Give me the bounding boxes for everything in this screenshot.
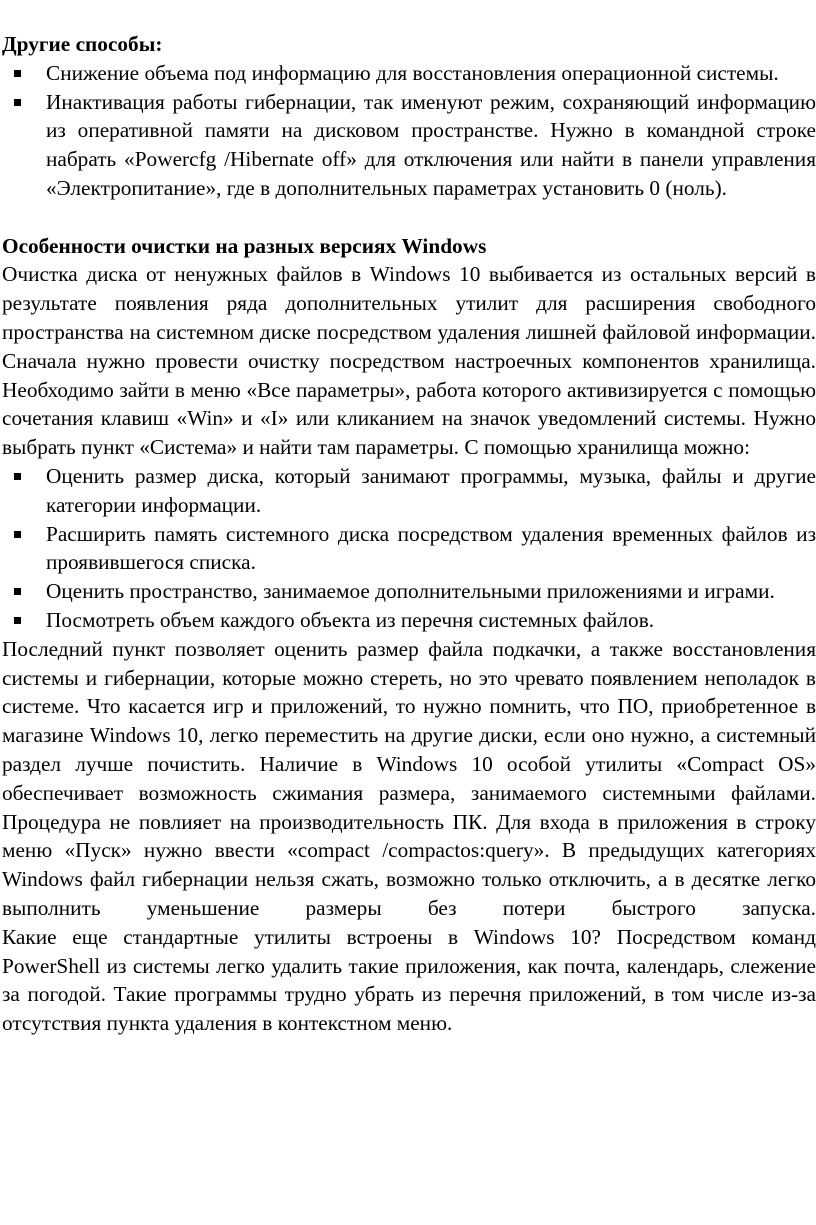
other-methods-list xyxy=(0,59,816,203)
bullet-square-icon xyxy=(14,70,21,77)
intro-paragraph: Очистка диска от ненужных файлов в Windows 10 выбивается из остальных версий в результате появления ряда дополнительных утилит для расширения свободного пространства на системном диске посредством удаления лишней файловой информации. Сначала нужно провести очистку посредством настроечных компонентов хранилища. Необходимо зайти в меню «Все параметры», работа которого активизируется с помощью сочетания клавиш «Win» и «I» или кликанием на значок уведомлений системы. Нужно выбрать пункт «Система» и найти там параметры. С помощью хранилища можно: xyxy=(2,262,816,460)
list-item-text: Оценить пространство, занимаемое дополнительными приложениями и играми. xyxy=(46,579,775,604)
section-heading-other-methods: Другие способы: xyxy=(2,32,163,56)
powershell-paragraph: Какие еще стандартные утилиты встроены в Windows 10? Посредством команд PowerShell из системы легко удалить такие приложения, как почта, календарь, слежение за погодой. Такие программы трудно убрать из перечня приложений, в том числе из-за отсутствия пункта удаления в контекстном меню. xyxy=(2,924,816,1036)
list-item xyxy=(0,462,816,520)
list-item xyxy=(0,59,816,88)
list-item-text: Инактивация работы гибернации, так именуют режим, сохраняющий информацию из оперативной памяти на дисковом пространстве. Нужно в командной строке набрать «Powercfg /Hibernate off» для отключения или найти в панели управления «Электропитание», где в дополнительных параметрах установить 0 (ноль). xyxy=(46,89,816,200)
list-item-text: Посмотреть объем каждого объекта из перечня системных файлов. xyxy=(46,607,655,632)
bullet-square-icon xyxy=(14,99,21,106)
list-item-text: Расширить память системного диска посредством удаления временных файлов из проявившегося списка. xyxy=(46,521,816,575)
list-item-text: Снижение объема под информацию для восстановления операционной системы. xyxy=(46,60,779,85)
bullet-square-icon xyxy=(14,617,21,624)
section-heading-windows-versions: Особенности очистки на разных версиях Windows xyxy=(2,233,487,258)
bullet-square-icon xyxy=(14,473,21,480)
document-page xyxy=(0,30,816,1038)
list-item-text: Оценить размер диска, который занимают программы, музыка, файлы и другие категории информации. xyxy=(46,463,816,517)
bullet-square-icon xyxy=(14,531,21,538)
storage-options-list xyxy=(0,462,816,635)
blank-line xyxy=(0,203,816,232)
list-item xyxy=(0,520,816,578)
list-item xyxy=(0,88,816,203)
list-item xyxy=(0,577,816,606)
bullet-square-icon xyxy=(14,588,21,595)
compact-os-paragraph: Последний пункт позволяет оценить размер файла подкачки, а также восстановления системы и гибернации, которые можно стереть, но это чревато появлением неполадок в системе. Что касается игр и приложений, то нужно помнить, что ПО, приобретенное в магазине Windows 10, легко переместить на другие диски, если оно нужно, а системный раздел лучше почистить. Наличие в Windows 10 особой утилиты «Compact OS» обеспечивает возможность сжимания размера, занимаемого системными файлами. Процедура не повлияет на производительность ПК. Для входа в приложения в строку меню «Пуск» нужно ввести «compact /compactos:query». В предыдущих категориях Windows файл гибернации нельзя сжать, возможно только отключить, а в десятке легко выполнить уменьшение размеры без потери быстрого запуска. xyxy=(2,636,816,920)
list-item xyxy=(0,606,816,635)
